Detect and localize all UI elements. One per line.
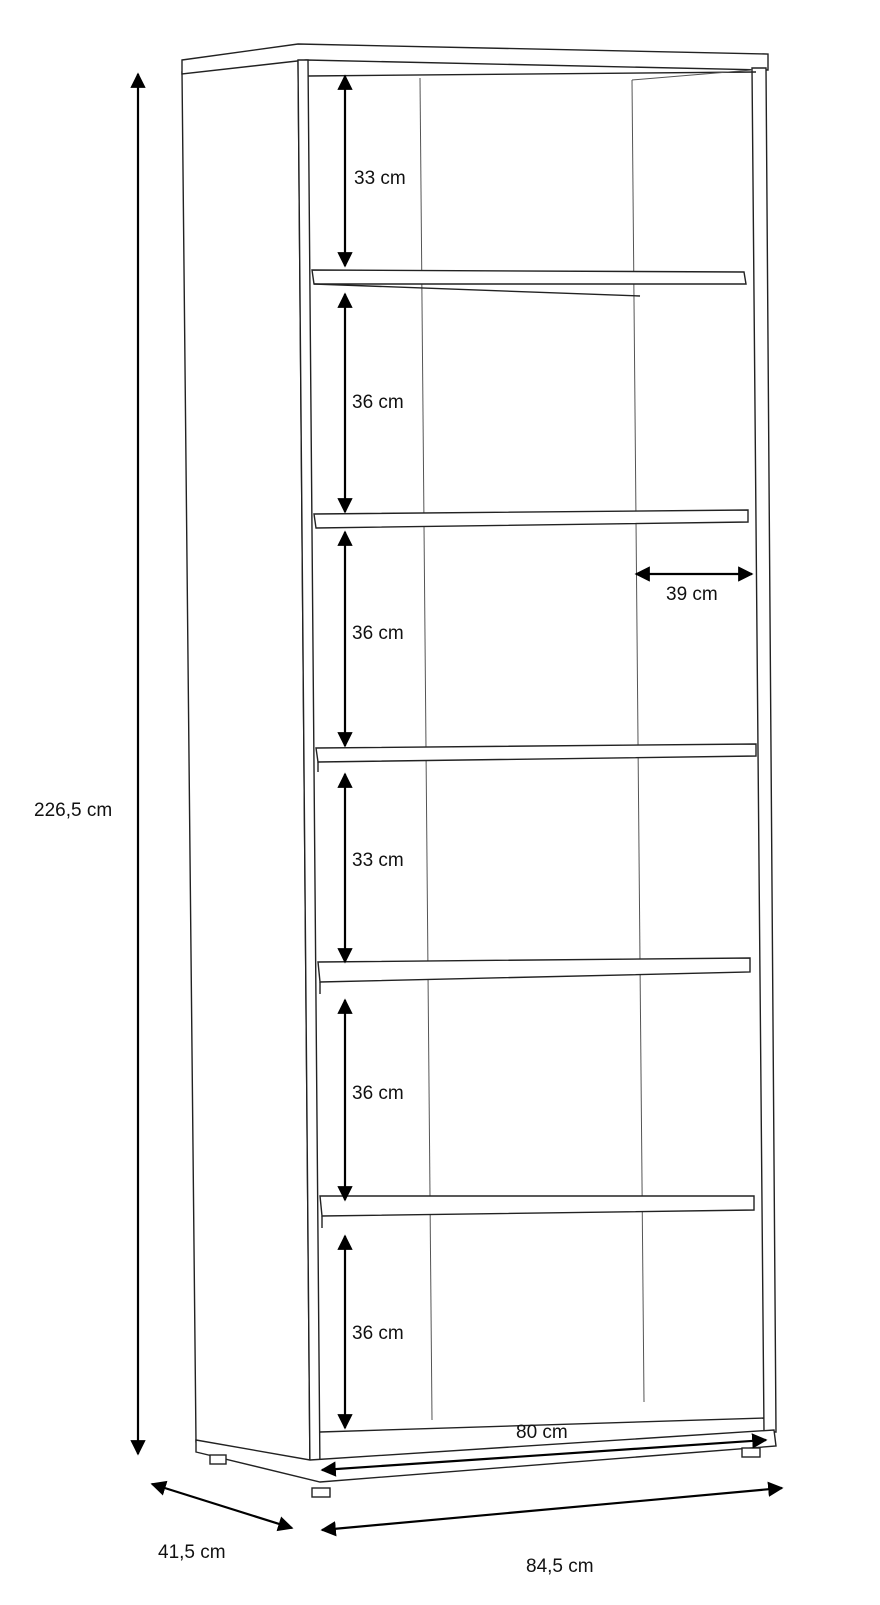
compartment-label: 36 cm [352,392,404,413]
compartment-label: 33 cm [354,168,406,189]
inner-depth-label: 39 cm [666,584,718,605]
bookcase [182,44,776,1497]
dimension-labels [34,168,718,1577]
depth-label: 41,5 cm [158,1542,226,1563]
shelf [320,1196,754,1228]
compartment-label: 36 cm [352,623,404,644]
left-side-panel [182,60,310,1474]
height-label: 226,5 cm [34,800,113,821]
foot [210,1455,226,1464]
shelf [314,510,748,528]
foot [742,1448,760,1457]
foot [312,1488,330,1497]
width-arrow [322,1488,782,1530]
depth-arrow [152,1484,292,1528]
width-label: 84,5 cm [526,1556,594,1577]
compartment-label: 36 cm [352,1083,404,1104]
shelf [312,270,746,296]
shelf [316,744,756,772]
inner-width-label: 80 cm [516,1422,568,1443]
compartment-label: 33 cm [352,850,404,871]
compartment-label: 36 cm [352,1323,404,1344]
shelf [318,958,750,994]
